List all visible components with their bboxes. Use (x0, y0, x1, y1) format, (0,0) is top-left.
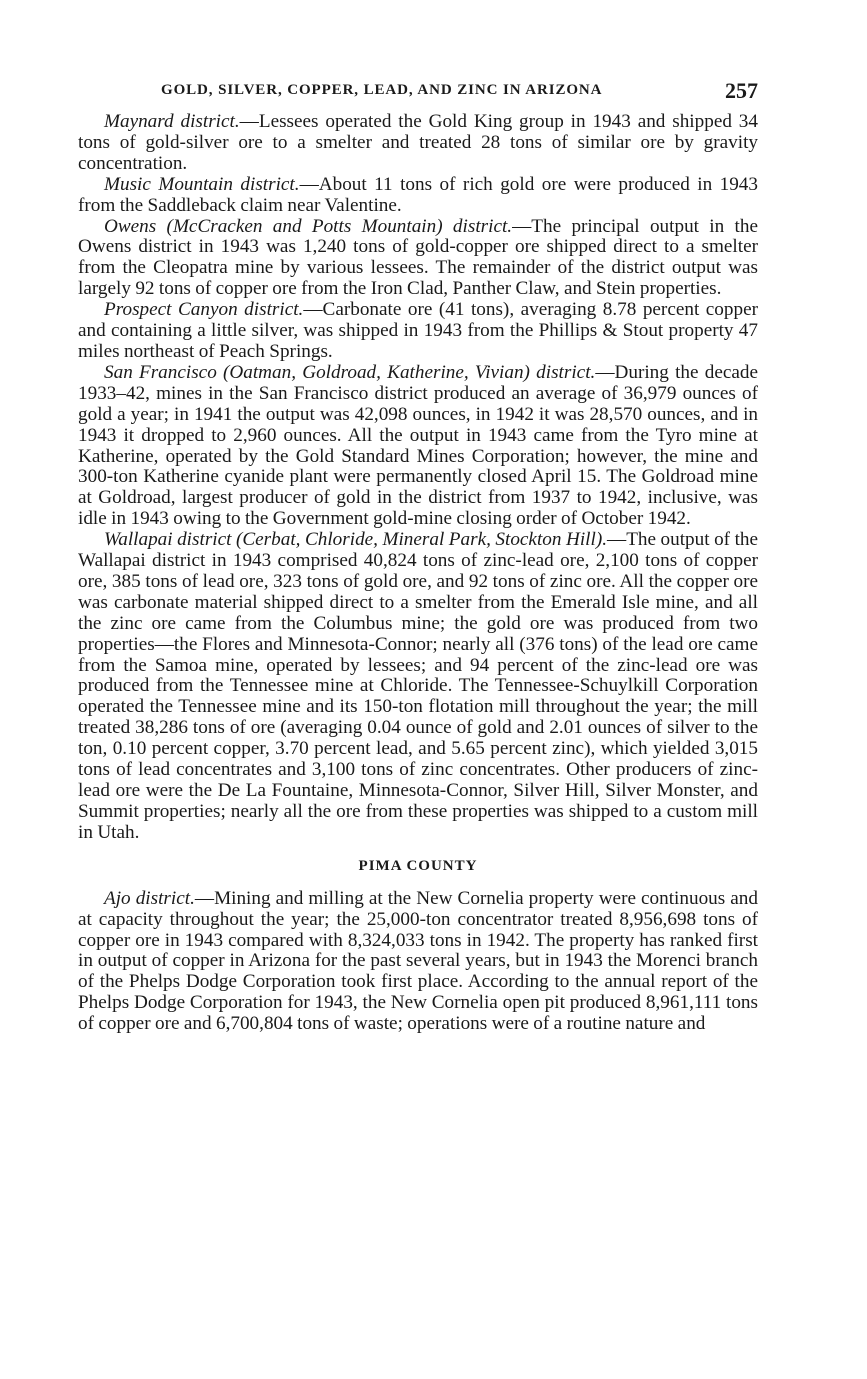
paragraph-san-francisco-district (78, 363, 758, 530)
district-heading: Prospect Canyon district. (104, 299, 304, 321)
district-heading: San Francisco (Oatman, Goldroad, Katherine, Vivian) district. (104, 361, 596, 383)
paragraph-owens-district (78, 217, 758, 301)
paragraph-maynard-district (78, 112, 758, 175)
section-heading-pima-county: PIMA COUNTY (358, 857, 478, 874)
district-heading: Wallapai district (Cerbat, Chloride, Mineral Park, Stockton Hill). (104, 529, 608, 551)
document-page (78, 78, 758, 1035)
paragraph-text: —Mining and milling at the New Cornelia property were continuous and at capacity throughout the year; the 25,000-ton concentrator treated 8,956,698 tons of copper ore in 1943 compared with 8,324,033 tons in 1942. The property has ranked first in output of copper in Arizona for the past several years, but in 1943 the Morenci branch of the Phelps Dodge Corporation took first place. According to the annual report of the Phelps Dodge Corporation for 1943, the New Cornelia open pit produced 8,961,111 tons of copper ore and 6,700,804 tons of waste; operations were of a routine nature and (78, 887, 758, 1035)
paragraph-wallapai-district (78, 530, 758, 844)
running-head (78, 78, 758, 112)
district-heading: Music Mountain district. (104, 173, 300, 195)
paragraph-ajo-district (78, 889, 758, 1035)
running-title: GOLD, SILVER, COPPER, LEAD, AND ZINC IN ARIZONA (161, 82, 603, 98)
page-number: 257 (725, 78, 758, 103)
paragraph-text: —About 11 tons of rich gold ore were produced in 1943 from the Saddleback claim near Valentine. (78, 173, 758, 216)
paragraph-prospect-canyon-district (78, 300, 758, 363)
district-heading: Ajo district. (104, 887, 195, 909)
district-heading: Maynard district. (104, 111, 240, 132)
paragraph-text: —The output of the Wallapai district in 1943 comprised 40,824 tons of zinc-lead ore, 2,100 tons of copper ore, 385 tons of lead ore, 323 tons of gold ore, and 92 tons of zinc ore. All the copper ore was carbonate material shipped direct to a smelter from the Emerald Isle mine, and all the zinc ore came from the Columbus mine; the gold ore was produced from two properties—the Flores and Minnesota-Connor; nearly all (376 tons) of the lead ore came from the Samoa mine, operated by lessees; and 94 percent of the zinc-lead ore was produced from the Tennessee mine at Chloride. The Tennessee-Schuylkill Corporation operated the Tennessee mine and its 150-ton flotation mill throughout the year; the mill treated 38,286 tons of ore (averaging 0.04 ounce of gold and 2.01 ounces of silver to the ton, 0.10 percent copper, 3.70 percent lead, and 5.65 percent zinc), which yielded 3,015 tons of lead concentrates and 3,100 tons of zinc concentrates. Other producers of zinc-lead ore were the De La Fountaine, Minnesota-Connor, Silver Hill, Silver Monster, and Summit properties; nearly all the ore from these properties was shipped to a custom mill in Utah. (78, 529, 759, 843)
district-heading: Owens (McCracken and Potts Mountain) district. (104, 215, 513, 237)
paragraph-text: —Carbonate ore (41 tons), averaging 8.78 percent copper and containing a little silver, was shipped in 1943 from the Phillips & Stout property 47 miles northeast of Peach Springs. (78, 299, 758, 362)
paragraph-text: —During the decade 1933–42, mines in the San Francisco district produced an average of 36,979 ounces of gold a year; in 1941 the output was 42,098 ounces, in 1942 it was 28,570 ounces, and in 1943 it dropped to 2,960 ounces. All the output in 1943 came from the Tyro mine at Katherine, operated by the Gold Standard Mines Corporation; however, the mine and 300-ton Katherine cyanide plant were permanently closed April 15. The Goldroad mine at Goldroad, largest producer of gold in the district from 1937 to 1942, inclusive, was idle in 1943 owing to the Government gold-mine closing order of October 1942. (78, 361, 758, 530)
paragraph-music-mountain-district (78, 175, 758, 217)
paragraph-text: —Lessees operated the Gold King group in 1943 and shipped 34 tons of gold-silver ore to a smelter and treated 28 tons of similar ore by gravity concentration. (78, 111, 758, 174)
paragraph-text: —The principal output in the Owens district in 1943 was 1,240 tons of gold-copper ore shipped direct to a smelter from the Cleopatra mine by various lessees. The remainder of the district output was largely 92 tons of copper ore from the Iron Clad, Panther Claw, and Stein properties. (78, 215, 758, 300)
county-paragraphs-upper (78, 112, 758, 844)
county-paragraphs-lower (78, 889, 758, 1035)
